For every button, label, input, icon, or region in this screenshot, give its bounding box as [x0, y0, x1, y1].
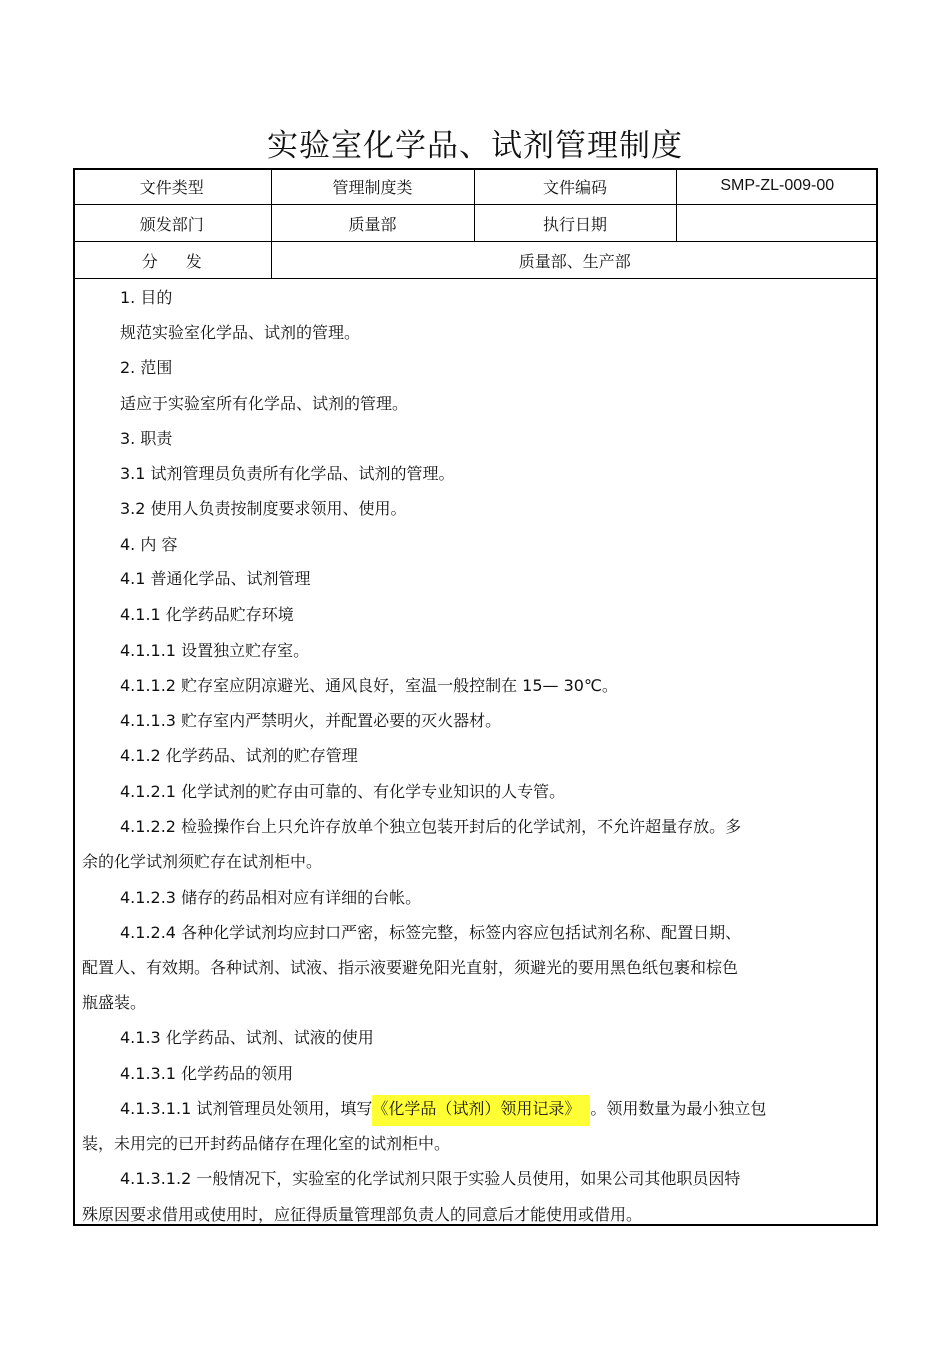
doc-code-value: SMP-ZL-009-00 [676, 168, 878, 205]
distribution-label: 分发 [73, 242, 271, 279]
header-table [73, 168, 878, 279]
paragraph: 3.2 使用人负责按制度要求领用、使用。 [120, 499, 407, 518]
paragraph: 殊原因要求借用或使用时，应征得质量管理部负责人的同意后才能使用或借用。 [82, 1205, 643, 1224]
subsection-heading: 4.1.3.1 化学药品的领用 [120, 1064, 294, 1083]
paragraph: 4.1.2.4 各种化学试剂均应封口严密，标签完整，标签内容应包括试剂名称、配置日期、 [120, 923, 742, 942]
subsection-heading: 4.1 普通化学品、试剂管理 [120, 569, 311, 588]
paragraph: 规范实验室化学品、试剂的管理。 [120, 323, 361, 342]
doc-type-label: 文件类型 [73, 168, 271, 205]
section-2-heading: 2. 范围 [120, 358, 173, 377]
subsection-heading: 4.1.3 化学药品、试剂、试液的使用 [120, 1028, 374, 1047]
doc-code-label: 文件编码 [474, 168, 676, 205]
paragraph: 4.1.3.1.2 一般情况下，实验室的化学试剂只限于实验人员使用，如果公司其他职员因特 [120, 1169, 741, 1188]
paragraph-text: 。领用数量为最小独立包 [590, 1099, 767, 1118]
distribution-value: 质量部、生产部 [271, 242, 878, 279]
subsection-heading: 4.1.1 化学药品贮存环境 [120, 605, 294, 624]
paragraph: 3.1 试剂管理员负责所有化学品、试剂的管理。 [120, 464, 455, 483]
section-3-heading: 3. 职责 [120, 429, 173, 448]
paragraph: 瓶盛装。 [82, 993, 147, 1012]
issue-dept-value: 质量部 [271, 205, 474, 242]
paragraph: 适应于实验室所有化学品、试剂的管理。 [120, 394, 409, 413]
paragraph: 余的化学试剂须贮存在试剂柜中。 [82, 852, 323, 871]
paragraph: 4.1.1.3 贮存室内严禁明火，并配置必要的灭火器材。 [120, 711, 502, 730]
doc-type-value: 管理制度类 [271, 168, 474, 205]
exec-date-value [676, 205, 878, 242]
exec-date-label: 执行日期 [474, 205, 676, 242]
paragraph: 4.1.2.2 检验操作台上只允许存放单个独立包装开封后的化学试剂，不允许超量存放。多 [120, 817, 742, 836]
issue-dept-label: 颁发部门 [73, 205, 271, 242]
subsection-heading: 4.1.2 化学药品、试剂的贮存管理 [120, 746, 358, 765]
paragraph [120, 1099, 766, 1119]
paragraph: 4.1.2.1 化学试剂的贮存由可靠的、有化学专业知识的人专管。 [120, 782, 566, 801]
section-1-heading: 1. 目的 [120, 288, 173, 307]
paragraph: 装，未用完的已开封药品储存在理化室的试剂柜中。 [82, 1134, 451, 1153]
paragraph: 4.1.1.2 贮存室应阴凉避光、通风良好，室温一般控制在 15— 30℃。 [120, 676, 618, 695]
paragraph-text: 4.1.3.1.1 试剂管理员处领用，填写 [120, 1099, 373, 1118]
highlighted-record-name: 《化学品（试剂）领用记录》 [372, 1095, 590, 1126]
paragraph: 4.1.1.1 设置独立贮存室。 [120, 641, 310, 660]
section-4-heading: 4. 内 容 [120, 535, 178, 554]
paragraph: 配置人、有效期。各种试剂、试液、指示液要避免阳光直射，须避光的要用黑色纸包裹和棕色 [82, 958, 739, 977]
paragraph: 4.1.2.3 储存的药品相对应有详细的台帐。 [120, 888, 422, 907]
page-title: 实验室化学品、试剂管理制度 [267, 128, 683, 164]
